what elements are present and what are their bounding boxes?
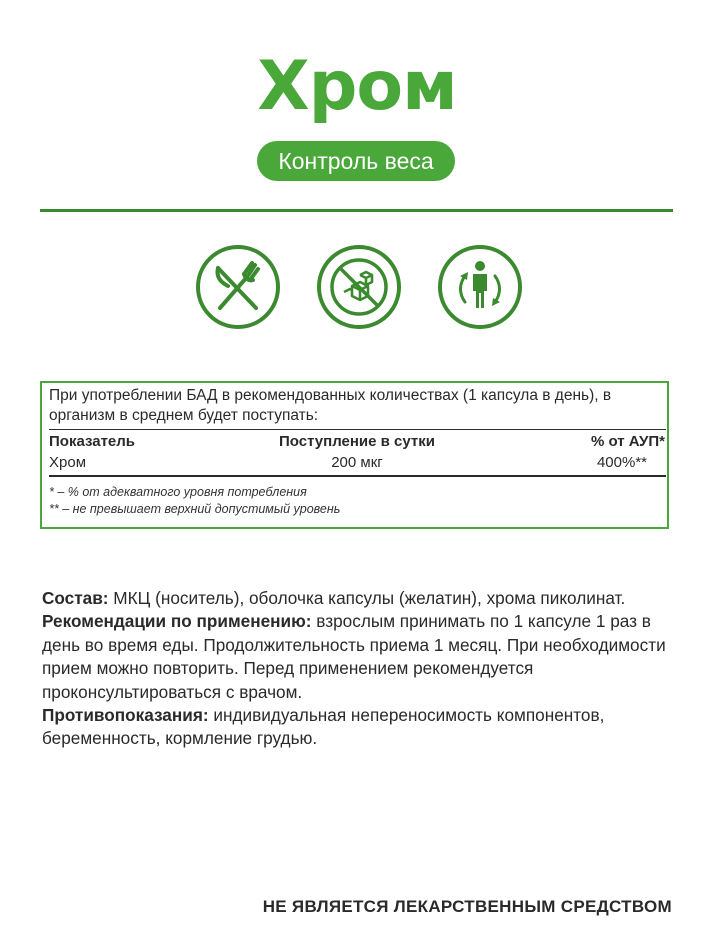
panel-intro: При употреблении БАД в рекомендованных количествах (1 капсула в день), в организм в среднем будет поступать: [49,387,612,424]
contraindications-text: индивидуальная непереносимость компонентов, беременность, кормление грудью. [42,705,605,749]
footnote-1: * – % от адекватного уровня потребления [49,485,307,499]
disclaimer: НЕ ЯВЛЯЕТСЯ ЛЕКАРСТВЕННЫМ СРЕДСТВОМ [262,897,672,916]
usage-label: Рекомендации по применению: [42,611,312,632]
fork-knife-icon [195,244,281,330]
weight-body-icon [437,244,523,330]
divider [40,209,673,212]
usage-paragraph [42,610,682,704]
composition-label: Состав: [42,588,109,608]
contraindications-label: Противопоказания: [42,705,209,726]
nutrition-panel [40,381,669,529]
category-badge: Контроль веса [257,141,455,181]
table-bottom-rule [49,475,666,477]
table-header-indicator: Показатель [49,433,136,450]
table-cell-percent: 400%** [596,454,647,471]
composition-text: МКЦ (носитель), оболочка капсулы (желатин), хрома пиколинат. [108,588,626,608]
contraindications-paragraph [42,704,682,751]
product-title: Хром [257,47,457,126]
table-cell-name: Хром [49,454,87,471]
no-sugar-icon [316,244,402,330]
footnote-2: ** – не превышает верхний допустимый уровень [49,502,341,516]
table-cell-amount: 200 мкг [331,454,383,471]
table-top-rule [49,429,666,430]
table-header-intake: Поступление в сутки [278,433,435,450]
table-header-percent: % от АУП* [590,433,665,450]
usage-text: взрослым принимать по 1 капсуле 1 раз в день во время еды. Продолжительность приема 1 месяц. При необходимости прием можно повторить. Перед применением рекомендуется проконсультироваться с врачом. [42,611,666,702]
product-description [42,587,682,751]
composition-paragraph [42,587,682,610]
